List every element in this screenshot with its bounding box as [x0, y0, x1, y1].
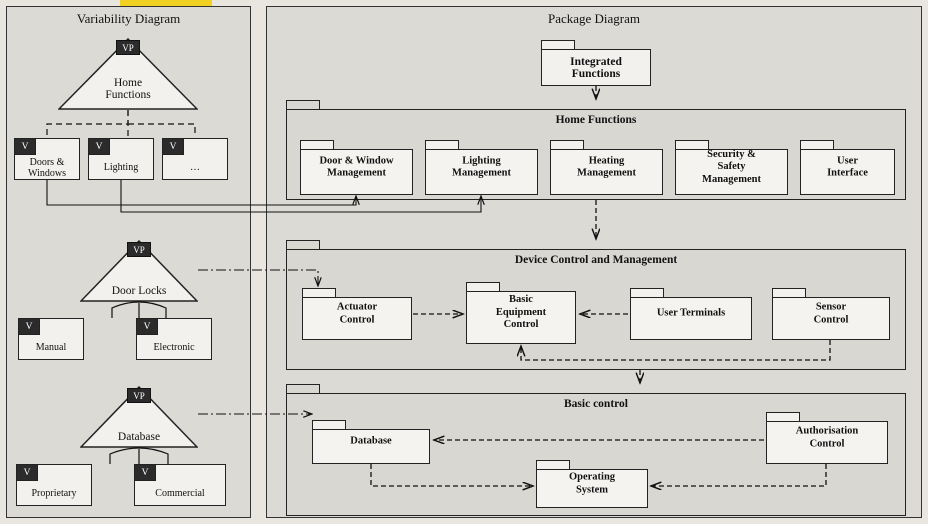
variant-electronic-label: Electronic: [153, 342, 195, 353]
vp-door-locks-label: Door Locks: [111, 285, 167, 298]
package-integrated-functions-label: Integrated Functions: [570, 56, 622, 80]
package-authorisation-control: [766, 412, 888, 464]
vp-home-functions-label: Home Functions: [105, 76, 151, 102]
vp-database: [80, 386, 198, 448]
package-door-window-management-label: Door & Window Management: [319, 154, 394, 179]
package-sensor-control-label: Sensor Control: [813, 301, 849, 325]
vp-home-functions: [58, 38, 198, 110]
v-tag: V: [134, 464, 156, 481]
package-database: [312, 420, 430, 464]
variant-commercial-label: Commercial: [155, 488, 205, 499]
variant-lighting: [88, 138, 154, 180]
package-actuator-control: [302, 288, 412, 340]
variant-manual: [18, 318, 84, 360]
package-lighting-management-label: Lighting Management: [452, 154, 511, 179]
variant-ellipsis: [162, 138, 228, 180]
vp-database-label: Database: [117, 431, 161, 444]
package-actuator-control-label: Actuator Control: [336, 301, 378, 325]
package-user-interface-label: User Interface: [827, 154, 868, 179]
package-integrated-functions: [541, 40, 651, 86]
v-tag: V: [162, 138, 184, 155]
package-authorisation-control-label: Authorisation Control: [795, 425, 859, 449]
package-operating-system: [536, 460, 648, 508]
variant-commercial: [134, 464, 226, 506]
variant-electronic: [136, 318, 212, 360]
vp-tag: VP: [127, 242, 151, 257]
variant-proprietary-label: Proprietary: [31, 488, 77, 499]
variant-doors-windows: [14, 138, 80, 180]
v-tag: V: [88, 138, 110, 155]
package-panel-title: Package Diagram: [547, 11, 641, 26]
variability-panel-title: Variability Diagram: [76, 11, 181, 26]
v-tag: V: [16, 464, 38, 481]
package-operating-system-label: Operating System: [568, 471, 616, 495]
v-tag: V: [136, 318, 158, 335]
package-heating-management: [550, 140, 663, 195]
package-heating-management-label: Heating Management: [577, 154, 636, 179]
package-security-safety-management-label: Security & Safety Management: [702, 148, 761, 185]
package-sensor-control: [772, 288, 890, 340]
package-security-safety-management: [675, 140, 788, 195]
vp-tag: VP: [127, 388, 151, 403]
package-door-window-management: [300, 140, 413, 195]
package-database-label: Database: [350, 435, 392, 447]
package-basic-equipment-control: [466, 282, 576, 344]
vp-door-locks: [80, 240, 198, 302]
variant-doors-windows-label: Doors & Windows: [28, 156, 66, 179]
v-tag: V: [18, 318, 40, 335]
package-user-interface: [800, 140, 895, 195]
package-basic-equipment-control-label: Basic Equipment Control: [495, 294, 547, 331]
package-user-terminals-label: User Terminals: [656, 307, 726, 319]
variant-manual-label: Manual: [35, 342, 67, 353]
package-user-terminals: [630, 288, 752, 340]
variant-proprietary: [16, 464, 92, 506]
variant-ellipsis-label: …: [190, 162, 200, 173]
package-device-control-label: Device Control and Management: [514, 254, 678, 266]
package-lighting-management: [425, 140, 538, 195]
package-basic-control-label: Basic control: [564, 398, 628, 410]
variant-lighting-label: Lighting: [103, 162, 139, 173]
v-tag: V: [14, 138, 36, 155]
package-home-functions-label: Home Functions: [555, 114, 637, 126]
vp-tag: VP: [116, 40, 140, 55]
